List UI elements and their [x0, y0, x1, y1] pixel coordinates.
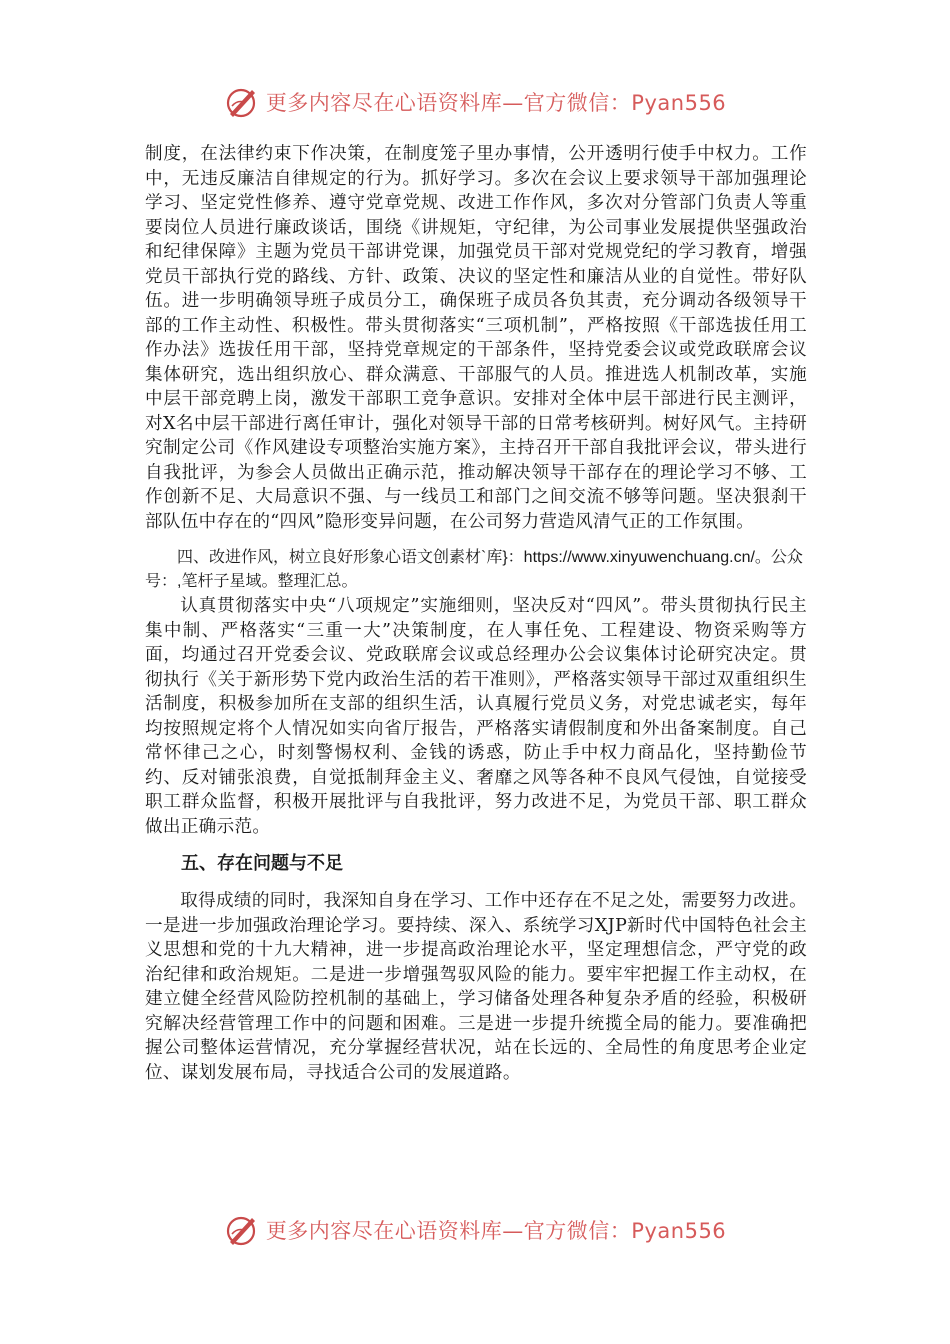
document-body	[145, 142, 807, 1085]
footer-banner	[0, 1210, 950, 1250]
paragraph-3: 认真贯彻落实中央“八项规定”实施细则，坚决反对“四风”。带头贯彻执行民主集中制、严格落实“三重一大”决策制度，在人事任免、工程建设、物资采购等方面，均通过召开党委会议、党政联席会议或总经理办公会议集体讨论研究决定。贯彻执行《关于新形势下党内政治生活的若干准则》，严格落实领导干部过双重组织生活制度，积极参加所在支部的组织生活，认真履行党员义务，对党忠诚老实，每年均按照规定将个人情况如实向省厅报告，严格落实请假制度和外出备案制度。自己常怀律己之心，时刻警惕权利、金钱的诱惑，防止手中权力商品化，坚持勤俭节约、反对铺张浪费，自觉抵制拜金主义、奢靡之风等各种不良风气侵蚀，自觉接受职工群众监督，积极开展批评与自我批评，努力改进不足，为党员干部、职工群众做出正确示范。	[145, 596, 807, 837]
section-5-heading: 五、存在问题与不足	[181, 853, 343, 874]
paragraph-4: 取得成绩的同时，我深知自身在学习、工作中还存在不足之处，需要努力改进。一是进一步加强政治理论学习。要持续、深入、系统学习XJP新时代中国特色社会主义思想和党的十九大精神，进一步提高政治理论水平，坚定理想信念，严守党的政治纪律和政治规矩。二是进一步增强驾驭风险的能力。要牢牢把握工作主动权，在建立健全经营风险防控机制的基础上，学习储备处理各种复杂矛盾的经验，积极研究解决经营管理工作中的问题和困难。三是进一步提升统揽全局的能力。要准确把握公司整体运营情况，充分掌握经营状况，站在长远的、全局性的角度思考企业定位、谋划发展布局，寻找适合公司的发展道路。	[145, 891, 807, 1083]
header-banner	[0, 82, 950, 122]
section-4-heading-with-watermark: 四、改进作风，树立良好形象心语文创素材`库}：https://www.xinyuwenchuang.cn/。公众号：,笔杆子星域。整理汇总。	[145, 549, 803, 590]
banner-text: 更多内容尽在心语资料库—官方微信：Pyan556	[265, 1219, 727, 1243]
paragraph-1: 制度，在法律约束下作决策，在制度笼子里办事情，公开透明行使手中权力。工作中，无违反廉洁自律规定的行为。抓好学习。多次在会议上要求领导干部加强理论学习、坚定党性修养、遵守党章党规、改进工作作风，多次对分管部门负责人等重要岗位人员进行廉政谈话，围绕《讲规矩，守纪律，为公司事业发展提供坚强政治和纪律保障》主题为党员干部讲党课，加强党员干部对党规党纪的学习教育，增强党员干部执行党的路线、方针、政策、决议的坚定性和廉洁从业的自觉性。带好队伍。进一步明确领导班子成员分工，确保班子成员各负其责，充分调动各级领导干部的工作主动性、积极性。带头贯彻落实“三项机制”，严格按照《干部选拔任用工作办法》选拔任用干部，坚持党章规定的干部条件，坚持党委会议或党政联席会议集体研究，选出组织放心、群众满意、干部服气的人员。推进选人机制改革，实施中层干部竞聘上岗，激发干部职工竞争意识。安排对全体中层干部进行民主测评，对X名中层干部进行离任审计，强化对领导干部的日常考核研判。树好风气。主持研究制定公司《作风建设专项整治实施方案》，主持召开干部自我批评会议，带头进行自我批评，为参会人员做出正确示范，推动解决领导干部存在的理论学习不够、工作创新不足、大局意识不强、与一线员工和部门之间交流不够等问题。坚决狠刹干部队伍中存在的“四风”隐形变异问题，在公司努力营造风清气正的工作氛围。	[145, 144, 807, 532]
pen-in-circle-logo-icon	[224, 1212, 260, 1248]
banner-text: 更多内容尽在心语资料库—官方微信：Pyan556	[265, 91, 727, 115]
pen-in-circle-logo-icon	[224, 84, 260, 120]
